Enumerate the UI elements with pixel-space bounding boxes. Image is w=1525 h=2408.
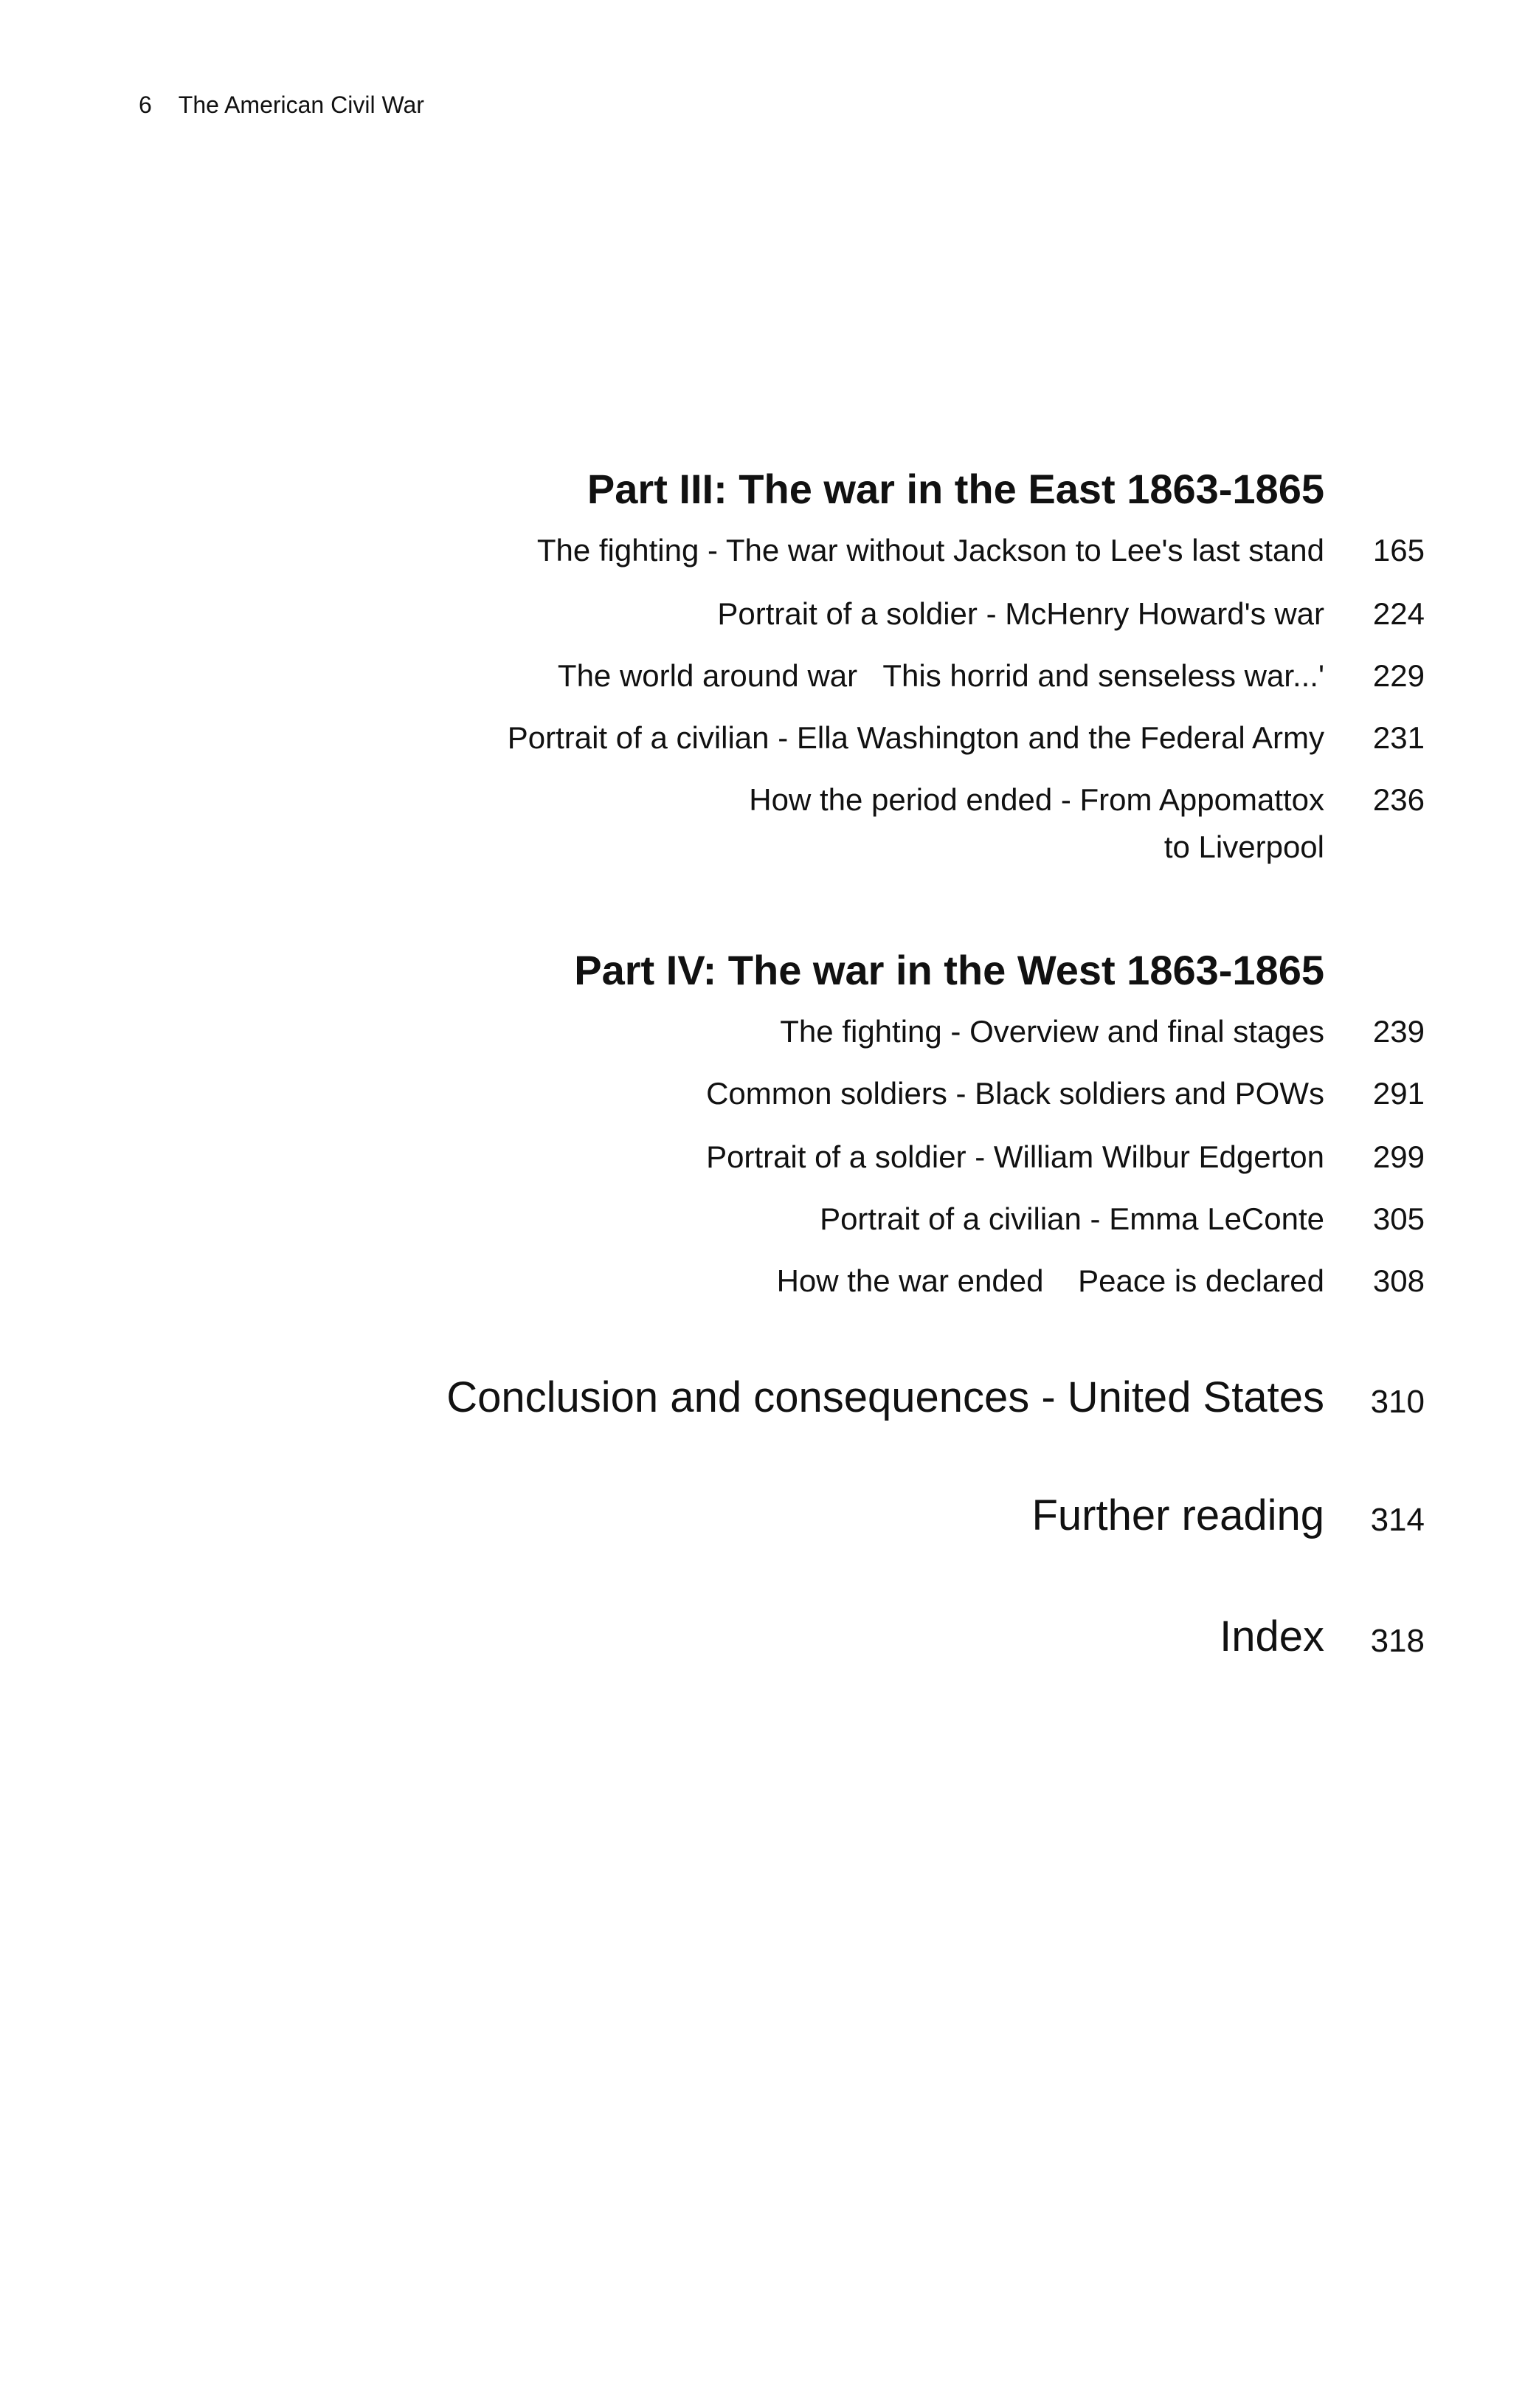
- toc-entry-page: 314: [1370, 1502, 1425, 1538]
- toc-entry-page: 236: [1372, 782, 1425, 817]
- toc-entry-page: 239: [1372, 1014, 1425, 1049]
- toc-entry-title: Further reading: [1031, 1491, 1324, 1539]
- toc-entry-title: Portrait of a soldier - William Wilbur Edgerton: [706, 1139, 1324, 1174]
- part-iii-heading: Part III: The war in the East 1863-1865: [587, 466, 1324, 512]
- toc-entry-further-reading: [0, 1486, 1525, 1539]
- toc-entry: [0, 652, 1525, 697]
- toc-entry-page: 305: [1372, 1201, 1425, 1236]
- toc-entry-title: Portrait of a civilian - Emma LeConte: [820, 1201, 1324, 1236]
- part-iv-heading: Part IV: The war in the West 1863-1865: [574, 947, 1324, 993]
- toc-entry: [0, 1008, 1525, 1052]
- running-head-title: The American Civil War: [178, 92, 424, 118]
- toc-entry-page: 224: [1372, 596, 1425, 631]
- toc-entry-title: Portrait of a civilian - Ella Washington and the Federal Army: [507, 720, 1324, 755]
- toc-entry-title-line2: to Liverpool: [1163, 829, 1324, 864]
- toc-entry-title: Conclusion and consequences - United States: [446, 1373, 1324, 1421]
- toc-entry: [0, 527, 1525, 571]
- toc-entry: [0, 1134, 1525, 1178]
- toc-entry-title: The fighting - The war without Jackson to Lee's last stand: [536, 533, 1324, 567]
- running-head: [139, 92, 424, 119]
- toc-entry-page: 310: [1370, 1384, 1425, 1420]
- toc-entry: [0, 1258, 1525, 1302]
- toc-entry-title: How the war ended Peace is declared: [776, 1263, 1324, 1298]
- toc-entry: [0, 590, 1525, 635]
- toc-entry-page: 318: [1370, 1623, 1425, 1659]
- toc-entry-page: 308: [1372, 1263, 1425, 1298]
- toc-entry-title: The world around war This horrid and senseless war...': [557, 658, 1324, 693]
- toc-entry-page: 229: [1372, 658, 1425, 693]
- toc-entry-conclusion: [0, 1368, 1525, 1421]
- page-number: 6: [139, 92, 152, 118]
- toc-entry-page: 299: [1372, 1139, 1425, 1174]
- toc-entry-title: Common soldiers - Black soldiers and POWs: [706, 1076, 1324, 1111]
- toc-entry-title: Index: [1220, 1612, 1324, 1660]
- toc-entry-title: Portrait of a soldier - McHenry Howard's war: [717, 596, 1324, 631]
- toc-entry: [0, 1070, 1525, 1114]
- toc-entry-title: The fighting - Overview and final stages: [780, 1014, 1324, 1049]
- toc-entry: [0, 1196, 1525, 1240]
- toc-entry: [0, 776, 1525, 872]
- toc-entry-page: 231: [1372, 720, 1425, 755]
- toc-entry-page: 291: [1372, 1076, 1425, 1111]
- toc-entry-title-line1: How the period ended - From Appomattox: [749, 782, 1324, 817]
- toc-entry: [0, 714, 1525, 759]
- toc-entry-page: 165: [1372, 533, 1425, 567]
- toc-entry-index: [0, 1607, 1525, 1660]
- toc-entry-title: [749, 776, 1324, 871]
